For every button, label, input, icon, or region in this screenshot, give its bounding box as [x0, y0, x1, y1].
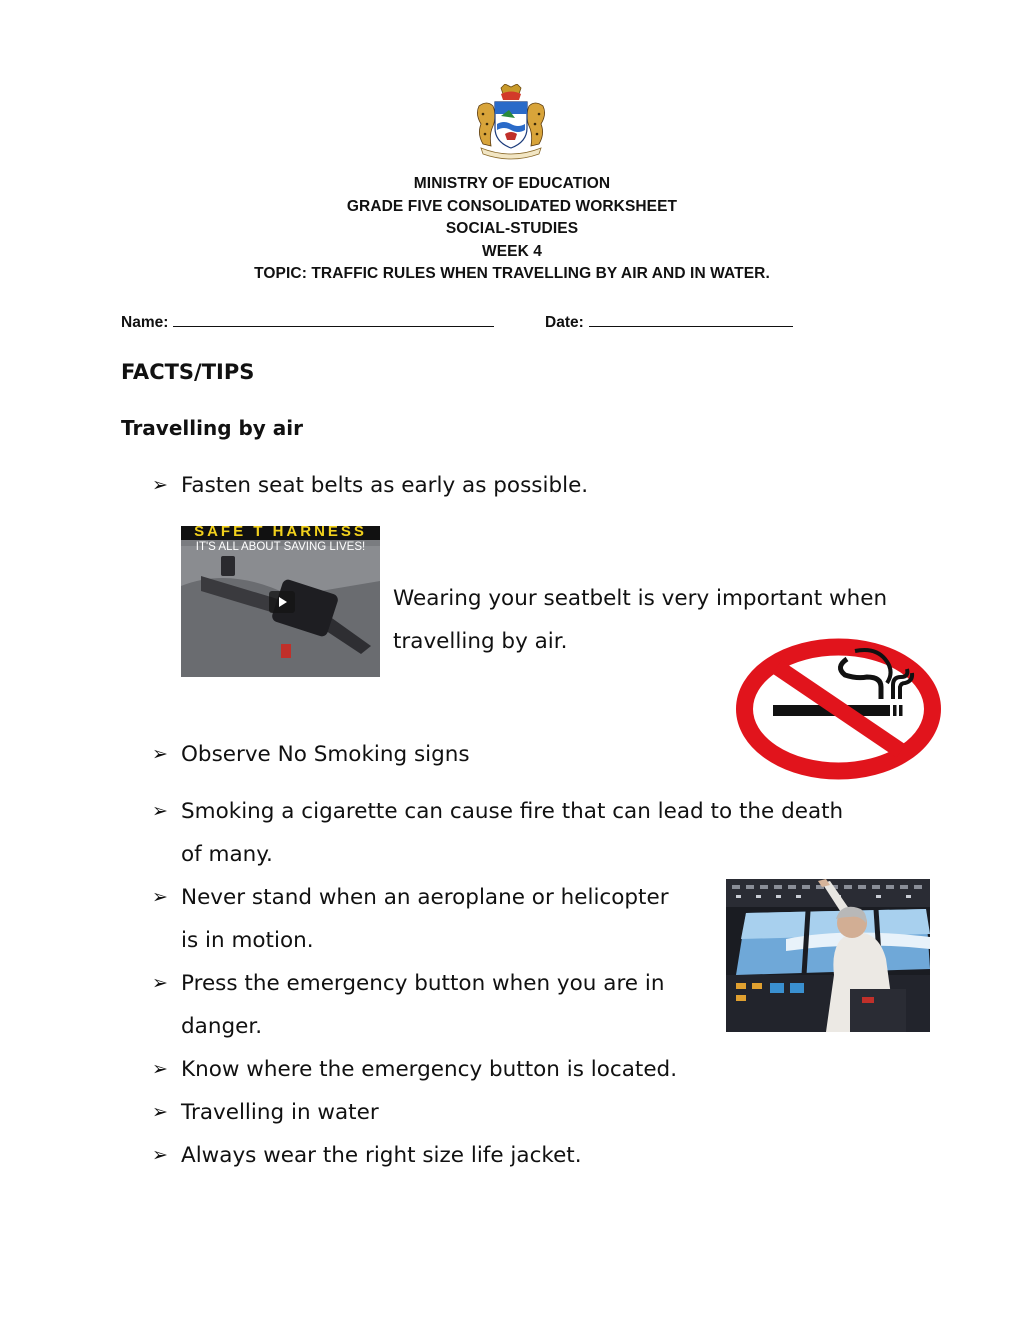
bullet-text: Know where the emergency button is located.	[181, 1057, 678, 1082]
bullet-continuation: of many.	[181, 842, 273, 867]
bullet-text: Fasten seat belts as early as possible.	[181, 473, 589, 498]
travelling-by-air-title: Travelling by air	[121, 416, 304, 440]
date-label: Date:	[545, 314, 584, 331]
name-field[interactable]	[121, 312, 494, 332]
seatbelt-note-line1: Wearing your seatbelt is very important when	[393, 586, 888, 611]
bullet-text: Smoking a cigarette can cause fire that can lead to the death	[181, 799, 844, 824]
bullet-continuation: danger.	[181, 1014, 263, 1039]
bullet-arrow-icon: ➢	[152, 800, 168, 822]
video-caption-text: IT'S ALL ABOUT SAVING LIVES!	[195, 541, 366, 553]
no-smoking-icon	[735, 637, 942, 781]
coat-of-arms-logo	[471, 84, 551, 160]
cockpit-pilot-photo	[726, 879, 930, 1032]
play-button-icon[interactable]	[269, 591, 295, 613]
bullet-arrow-icon: ➢	[152, 474, 168, 496]
header-week: WEEK 4	[481, 243, 543, 260]
header-topic: TOPIC: TRAFFIC RULES WHEN TRAVELLING BY AIR AND IN WATER.	[254, 265, 770, 282]
date-field[interactable]	[545, 312, 793, 332]
video-banner-text: SAFE T HARNESS	[194, 526, 367, 540]
bullet-arrow-icon: ➢	[152, 972, 168, 994]
seatbelt-note-line2: travelling by air.	[393, 629, 568, 654]
bullet-text: Observe No Smoking signs	[181, 742, 470, 767]
bullet-continuation: is in motion.	[181, 928, 314, 953]
bullet-arrow-icon: ➢	[152, 1058, 168, 1080]
seatbelt-video-thumbnail[interactable]	[181, 526, 380, 677]
facts-tips-title: FACTS/TIPS	[121, 360, 255, 384]
bullet-arrow-icon: ➢	[152, 1144, 168, 1166]
name-blank-line[interactable]	[173, 312, 494, 327]
name-label: Name:	[121, 314, 169, 331]
header-worksheet: GRADE FIVE CONSOLIDATED WORKSHEET	[346, 198, 678, 215]
bullet-text: Always wear the right size life jacket.	[181, 1143, 582, 1168]
bullet-arrow-icon: ➢	[152, 886, 168, 908]
bullet-arrow-icon: ➢	[152, 1101, 168, 1123]
bullet-arrow-icon: ➢	[152, 743, 168, 765]
bullet-text: Never stand when an aeroplane or helicopter	[181, 885, 669, 910]
date-blank-line[interactable]	[589, 312, 793, 327]
bullet-text: Press the emergency button when you are in	[181, 971, 665, 996]
header-subject: SOCIAL-STUDIES	[445, 220, 579, 237]
bullet-text: Travelling in water	[181, 1100, 379, 1125]
header-ministry: MINISTRY OF EDUCATION	[413, 175, 611, 192]
